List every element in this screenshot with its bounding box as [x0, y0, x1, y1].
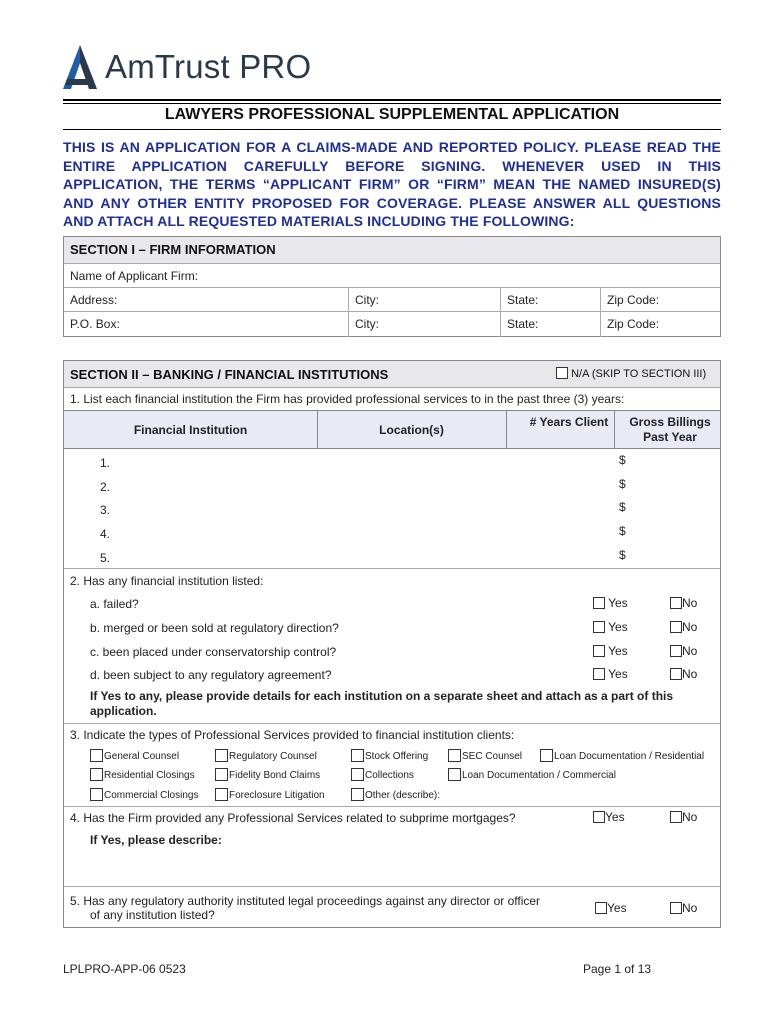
address-row — [64, 288, 720, 312]
section-2-title: SECTION II – BANKING / FINANCIAL INSTITUTIONS — [70, 367, 389, 382]
q2d-yes-checkbox[interactable] — [593, 668, 605, 680]
logo-text: AmTrust PRO — [105, 48, 312, 85]
q3-text: 3. Indicate the types of Professional Services provided to financial institution clients: — [70, 728, 515, 742]
header-rule-thin — [63, 103, 721, 104]
table-row-2: 2. — [100, 480, 111, 494]
col-location: Location(s) — [379, 423, 444, 437]
q2-text: 2. Has any financial institution listed: — [70, 574, 264, 588]
q2a-no[interactable] — [670, 596, 697, 610]
no-label: No — [682, 620, 698, 634]
table-row-3: 3. — [100, 503, 111, 517]
col-years: # Years Client — [529, 415, 609, 429]
city-field[interactable]: City: — [348, 288, 385, 311]
billing-dollar-4: $ — [619, 524, 626, 538]
section-1-header — [64, 237, 720, 264]
title-rule — [63, 129, 721, 130]
yes-label: Yes — [608, 620, 628, 634]
no-label: No — [682, 596, 698, 610]
yes-label: Yes — [605, 810, 625, 824]
q5-text-line1: 5. Has any regulatory authority instituted legal proceedings against any director or officer — [70, 894, 541, 908]
billing-dollar-1: $ — [619, 453, 626, 467]
q5-no-checkbox[interactable] — [670, 902, 682, 914]
checkbox[interactable] — [215, 749, 228, 762]
q4-yes-checkbox[interactable] — [593, 811, 605, 823]
intro-paragraph: THIS IS AN APPLICATION FOR A CLAIMS-MADE AND REPORTED POLICY. PLEASE READ THE ENTIRE APPLICATION CAREFULLY BEFORE SIGNING. WHENEVER USED IN THIS APPLICATION, THE TERMS “APPLICANT FIRM” OR “FIRM” MEAN THE NAMED INSURED(S) AND ANY OTHER ENTITY PROPOSED FOR COVERAGE. PLEASE ANSWER ALL QUESTIONS AND ATTACH ALL REQUESTED MATERIALS INCLUDING THE FOLLOWING: — [63, 139, 721, 230]
section-1-title: SECTION I – FIRM INFORMATION — [70, 242, 276, 257]
service-foreclosure-litigation[interactable] — [215, 788, 325, 801]
yes-label: Yes — [608, 644, 628, 658]
yes-label: Yes — [608, 667, 628, 681]
service-commercial-closings[interactable] — [90, 788, 198, 801]
checkbox[interactable] — [90, 768, 103, 781]
section-2-box — [63, 360, 721, 928]
service-label: Foreclosure Litigation — [229, 790, 325, 801]
service-label: Loan Documentation / Residential — [554, 751, 705, 762]
service-label: Collections — [365, 770, 414, 781]
q2a-text: a. failed? — [90, 597, 139, 611]
q2c-no-checkbox[interactable] — [670, 645, 682, 657]
service-label: Regulatory Counsel — [229, 751, 317, 762]
q2b-no-checkbox[interactable] — [670, 621, 682, 633]
state-field[interactable]: State: — [500, 288, 544, 311]
service-collections[interactable] — [351, 768, 414, 781]
service-label: Residential Closings — [104, 770, 195, 781]
col-institution: Financial Institution — [133, 423, 248, 437]
table-row-5: 5. — [100, 551, 111, 565]
q4-text: 4. Has the Firm provided any Professional Services related to subprime mortgages? — [70, 811, 516, 825]
po-city-field[interactable]: City: — [348, 312, 385, 337]
yes-label: Yes — [608, 596, 628, 610]
service-label: Loan Documentation / Commercial — [462, 770, 616, 781]
amtrust-pro-logo — [63, 44, 311, 90]
section-2-header — [64, 361, 720, 388]
service-general-counsel[interactable] — [90, 749, 179, 762]
checkbox[interactable] — [215, 768, 228, 781]
q2a-no-checkbox[interactable] — [670, 597, 682, 609]
checkbox[interactable] — [448, 749, 461, 762]
yes-label: Yes — [607, 901, 627, 915]
service-label: SEC Counsel — [462, 751, 523, 762]
service-loan-doc-residential[interactable] — [540, 749, 704, 762]
service-regulatory-counsel[interactable] — [215, 749, 317, 762]
q5-yes-checkbox[interactable] — [595, 902, 607, 914]
amtrust-logo-mark-icon — [63, 45, 97, 89]
q1-row — [64, 388, 720, 410]
q2a-yes[interactable] — [593, 596, 628, 610]
q2c-text: c. been placed under conservatorship control? — [90, 645, 337, 659]
address-field[interactable]: Address: — [70, 293, 118, 307]
no-label: No — [682, 901, 698, 915]
po-box-field[interactable]: P.O. Box: — [70, 317, 120, 331]
table-row-1: 1. — [100, 456, 111, 470]
po-zip-field[interactable]: Zip Code: — [600, 312, 665, 337]
no-label: No — [682, 644, 698, 658]
service-label: Stock Offering — [365, 751, 429, 762]
q2c-yes[interactable] — [593, 644, 628, 658]
service-label: Commercial Closings — [104, 790, 199, 801]
q2d-no[interactable] — [670, 667, 697, 681]
zip-field[interactable]: Zip Code: — [600, 288, 665, 311]
col-billings: Gross Billings Past Year — [629, 415, 711, 444]
q2c-yes-checkbox[interactable] — [593, 645, 605, 657]
q4-no-checkbox[interactable] — [670, 811, 682, 823]
service-other[interactable] — [351, 788, 440, 801]
q2b-yes-checkbox[interactable] — [593, 621, 605, 633]
q2d-no-checkbox[interactable] — [670, 668, 682, 680]
q5-yes[interactable] — [595, 901, 627, 915]
na-checkbox[interactable] — [556, 367, 568, 379]
form-id: LPLPRO-APP-06 0523 — [63, 962, 186, 976]
page-number: Page 1 of 13 — [583, 962, 652, 976]
header-rule — [63, 99, 721, 101]
q5-text-line2: of any institution listed? — [90, 908, 215, 922]
service-label: General Counsel — [104, 751, 180, 762]
service-residential-closings[interactable] — [90, 768, 195, 781]
page-title: LAWYERS PROFESSIONAL SUPPLEMENTAL APPLICATION — [164, 106, 620, 123]
na-option[interactable] — [556, 367, 706, 380]
q4-note: If Yes, please describe: — [90, 833, 222, 847]
table-row-4: 4. — [100, 527, 111, 541]
checkbox[interactable] — [351, 788, 364, 801]
q4-no[interactable] — [670, 810, 697, 824]
q2a-yes-checkbox[interactable] — [593, 597, 605, 609]
service-stock-offering[interactable] — [351, 749, 428, 762]
checkbox[interactable] — [351, 749, 364, 762]
checkbox[interactable] — [351, 768, 364, 781]
q5-no[interactable] — [670, 901, 697, 915]
po-state-field[interactable]: State: — [500, 312, 544, 337]
q2d-text: d. been subject to any regulatory agreement? — [90, 668, 332, 682]
na-label: N/A (SKIP TO SECTION III) — [571, 368, 707, 380]
no-label: No — [682, 810, 698, 824]
checkbox[interactable] — [90, 788, 103, 801]
billing-dollar-2: $ — [619, 477, 626, 491]
institution-table-header — [64, 410, 720, 449]
checkbox[interactable] — [448, 768, 461, 781]
q2b-yes[interactable] — [593, 620, 628, 634]
billing-dollar-5: $ — [619, 548, 626, 562]
checkbox[interactable] — [215, 788, 228, 801]
firm-name-row[interactable] — [64, 264, 720, 288]
q4-yes[interactable] — [593, 810, 625, 824]
po-box-row — [64, 312, 720, 337]
checkbox[interactable] — [90, 749, 103, 762]
q2b-text: b. merged or been sold at regulatory direction? — [90, 621, 339, 635]
service-sec-counsel[interactable] — [448, 749, 522, 762]
checkbox[interactable] — [540, 749, 553, 762]
q2c-no[interactable] — [670, 644, 697, 658]
service-label: Other (describe): — [365, 790, 441, 801]
q2d-yes[interactable] — [593, 667, 628, 681]
no-label: No — [682, 667, 698, 681]
service-loan-doc-commercial[interactable] — [448, 768, 616, 781]
firm-name-label: Name of Applicant Firm: — [70, 269, 199, 283]
billing-dollar-3: $ — [619, 500, 626, 514]
q1-text: 1. List each financial institution the Firm has provided professional services to in the past three (3) years: — [70, 392, 625, 406]
service-label: Fidelity Bond Claims — [229, 770, 321, 781]
service-fidelity-bond-claims[interactable] — [215, 768, 320, 781]
q2b-no[interactable] — [670, 620, 697, 634]
section-1-box — [63, 236, 721, 337]
q2-note: If Yes to any, please provide details for each institution on a separate sheet and attach as a part of this application. — [90, 689, 674, 718]
